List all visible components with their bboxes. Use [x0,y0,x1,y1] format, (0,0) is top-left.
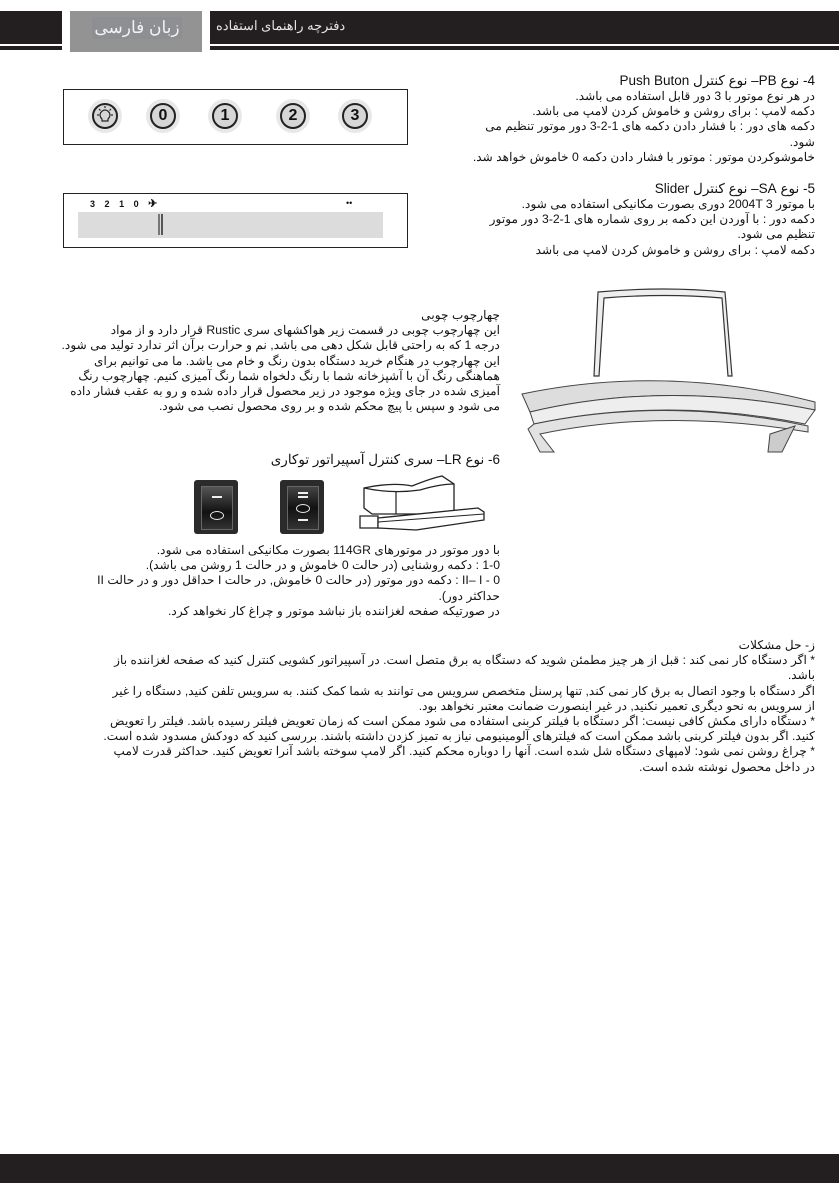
push-button-panel [63,89,408,145]
section-4-push-button: 4- نوع PB– نوع کنترل Push Buton در هر نوع موتور با 3 دور قابل استفاده می باشد. دکمه لامپ : برای روشن و خاموش کردن لامپ می باشد. دکمه های دور : با فشار دادن دکمه های 1-2-3 دور موتور تنظیم می شود. خاموشوکردن موتور : موتور با فشار دادن دکمه 0 خاموش خواهد شد. [472,73,815,164]
speed-labels: 3 2 1 0 ✈ [90,198,158,210]
slider-track [78,212,383,238]
section-4-title: 4- نوع PB– نوع کنترل Push Buton [619,73,815,88]
section-5-title: 5- نوع SA– نوع کنترل Slider [654,181,815,196]
troubleshooting-section: ز- حل مشکلات * اگر دستگاه کار نمی کند : قبل از هر چیز مطمئن شوید که دستگاه به برق متصل است. در آسپیراتور کشویی کنترل کنید که صفحه لغزاننده باز باشد. اگر دستگاه با وجود اتصال به برق کار نمی کند, تنها پرسنل متخصص سرویس می توانند به شما کمک کنند. به سرویس تلفن کنید, دستگاه را غیر از سرویس به نحو دیگری تعمیر نکنید, در غیر اینصورت ضمانت معتبر نخواهد بود. * دستگاه دارای مکش کافی نیست: اگر دستگاه با فیلتر کربنی استفاده می شود ممکن است که زمان تعویض فیلتر رسیده باشد. فیلتر را تعویض کنید. اگر بدون فیلتر کربنی باشد ممکن است که فیلترهای آلومینیومی نیاز به تمیز کزدن داشته باشند. بررسی کنید که دودکش مسدود شده است. * چراغ روشن نمی شود: لامپهای دستگاه شل شده است. آنها را دوباره محکم کنید. اگر لامپ سوخته باشد آنرا تعویض کنید. حداکثر قدرت لامپ در داخل محصول نوشته شده است. [103,638,815,774]
lamp-indicator-icon: •• [346,198,353,208]
lamp-button [88,99,122,133]
speed-3-button: 3 [338,99,372,133]
section-6-title-wrap [271,452,500,468]
header-left-strip [0,46,62,50]
telescopic-hood-illustration [352,472,490,536]
header-left-block [0,11,62,44]
switch-on-mark-icon [212,496,222,498]
speed-2-button: 2 [276,99,310,133]
slider-panel [63,193,408,248]
switch-face [287,486,319,530]
fan-icon: ✈ [148,198,158,210]
speed-0-button: 0 [146,99,180,133]
language-tab [70,11,202,52]
section-6-title: 6- نوع LR– سری کنترل آسپیراتور توکاری [270,452,500,467]
switch-i-mark-icon [298,519,308,521]
wood-frame-section: چهارچوب چوبی این چهارچوب چوبی در قسمت زیر هواکشهای سری Rustic قرار دارد و از مواد درجه 1 که به راحتی قابل شکل دهی می باشد, نم و حرارت برآن اثر ندارد تولید می شود. این چهارچوب در هنگام خرید دستگاه بدون رنگ و خام می باشد. ما می توانیم برای هماهنگی رنگ آن با آشپزخانه شما با رنگ دلخواه شما رنگ آمیزی کنیم. چهارچوب رنگ آمیزی شده در جای ویژه موجود در زیر محصول قرار داده شده و رو به عقب فشار داده می شود و سپس با پیچ محکم شده و بر روی محصول نصب می شود. [61,308,500,414]
header-bar [210,11,839,44]
header-main-strip [210,46,839,50]
switch-off-mark-icon [210,511,224,520]
language-label: زبان فارسی [92,17,182,39]
rocker-switch-speed [280,480,324,534]
switch-off-mark-icon [296,504,310,513]
slider-knob [158,214,163,235]
switch-ii-mark-icon [298,492,308,494]
section-6-body: با دور موتور در موتورهای 114GR بصورت مکانیکی استفاده می شود. 1-0 : دکمه روشنایی (در حالت 0 خاموش و در حالت 1 روشن می باشد). 0 - II– I : دکمه دور موتور (در حالت 0 خاموش, در حالت I حداقل دور و در حالت II حداکثر دور). در صورتیکه صفحه لغزاننده باز نباشد موتور و چراغ کار نخواهد کرد. [97,543,500,618]
manual-title: دفترچه راهنمای استفاده [216,18,346,33]
troubleshooting-title: ز- حل مشکلات [738,638,815,652]
wood-frame-illustration [520,284,820,454]
footer-bar [0,1154,839,1183]
section-5-slider: 5- نوع SA– نوع کنترل Slider با موتور 2004T 3 دوری بصورت مکانیکی استفاده می شود. دکمه دور : با آوردن این دکمه بر روی شماره های 1-2-3 دور موتور تنظیم می شود. دکمه لامپ : برای روشن و خاموش کردن لامپ می باشد [489,181,815,257]
switch-face [201,486,233,530]
speed-1-button: 1 [208,99,242,133]
wood-frame-title: چهارچوب چوبی [421,308,500,322]
rocker-switch-light [194,480,238,534]
lamp-icon [92,103,118,129]
